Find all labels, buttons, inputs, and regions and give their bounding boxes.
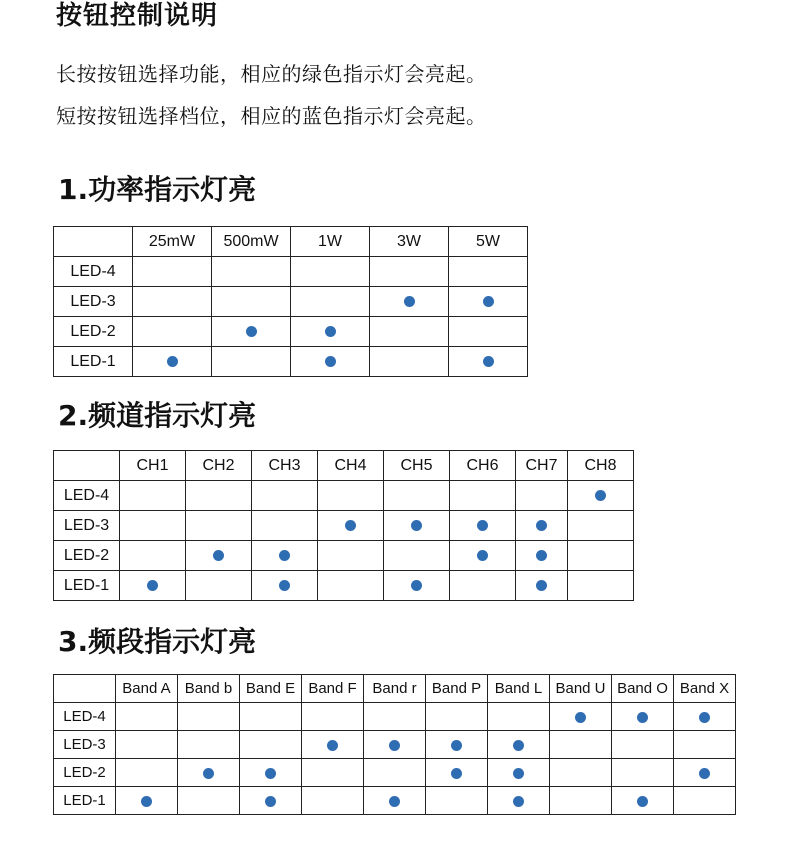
led-cell <box>426 731 488 759</box>
led-on-dot-icon <box>213 550 224 561</box>
led-on-dot-icon <box>575 712 586 723</box>
led-cell <box>568 571 634 601</box>
led-cell <box>612 787 674 815</box>
led-cell <box>450 481 516 511</box>
table-row <box>54 787 736 815</box>
table-row <box>54 759 736 787</box>
led-on-dot-icon <box>513 796 524 807</box>
led-cell <box>212 317 291 347</box>
led-on-dot-icon <box>595 490 606 501</box>
column-header: 25mW <box>133 227 212 257</box>
led-cell <box>291 287 370 317</box>
led-cell <box>291 257 370 287</box>
led-cell <box>370 257 449 287</box>
row-label: LED-3 <box>54 731 116 759</box>
table-row <box>54 287 528 317</box>
row-label: LED-2 <box>54 317 133 347</box>
led-cell <box>450 541 516 571</box>
led-cell <box>384 511 450 541</box>
led-cell <box>612 703 674 731</box>
row-label: LED-4 <box>54 703 116 731</box>
column-header: 1W <box>291 227 370 257</box>
led-on-dot-icon <box>265 768 276 779</box>
led-on-dot-icon <box>536 580 547 591</box>
led-on-dot-icon <box>167 356 178 367</box>
led-cell <box>133 257 212 287</box>
led-cell <box>116 703 178 731</box>
table-row <box>54 317 528 347</box>
led-cell <box>370 317 449 347</box>
led-cell <box>178 759 240 787</box>
led-cell <box>186 541 252 571</box>
led-cell <box>291 317 370 347</box>
column-header: Band X <box>674 675 736 703</box>
column-header: CH5 <box>384 451 450 481</box>
led-cell <box>364 731 426 759</box>
row-label: LED-1 <box>54 787 116 815</box>
led-on-dot-icon <box>451 768 462 779</box>
led-on-dot-icon <box>203 768 214 779</box>
column-header: CH1 <box>120 451 186 481</box>
column-header: Band L <box>488 675 550 703</box>
table-header-row <box>54 675 736 703</box>
led-on-dot-icon <box>404 296 415 307</box>
led-on-dot-icon <box>147 580 158 591</box>
led-cell <box>426 787 488 815</box>
led-cell <box>120 511 186 541</box>
led-on-dot-icon <box>536 550 547 561</box>
led-cell <box>674 731 736 759</box>
intro-line-short-press: 短按按钮选择档位，相应的蓝色指示灯会亮起。 <box>56 104 487 128</box>
corner-cell <box>54 451 120 481</box>
led-cell <box>674 703 736 731</box>
led-cell <box>516 481 568 511</box>
led-cell <box>120 481 186 511</box>
led-on-dot-icon <box>483 356 494 367</box>
led-on-dot-icon <box>451 740 462 751</box>
led-on-dot-icon <box>536 520 547 531</box>
led-cell <box>133 317 212 347</box>
led-cell <box>568 541 634 571</box>
led-cell <box>240 703 302 731</box>
led-on-dot-icon <box>345 520 356 531</box>
led-cell <box>364 759 426 787</box>
led-cell <box>612 731 674 759</box>
row-label: LED-3 <box>54 511 120 541</box>
led-cell <box>674 787 736 815</box>
led-cell <box>252 571 318 601</box>
led-cell <box>252 481 318 511</box>
led-cell <box>550 731 612 759</box>
led-cell <box>516 541 568 571</box>
row-label: LED-2 <box>54 759 116 787</box>
power-led-table <box>53 226 528 377</box>
led-on-dot-icon <box>699 712 710 723</box>
corner-cell <box>54 227 133 257</box>
column-header: CH3 <box>252 451 318 481</box>
column-header: CH6 <box>450 451 516 481</box>
led-cell <box>186 571 252 601</box>
led-on-dot-icon <box>389 740 400 751</box>
led-cell <box>449 317 528 347</box>
led-cell <box>291 347 370 377</box>
column-header: CH4 <box>318 451 384 481</box>
led-on-dot-icon <box>411 520 422 531</box>
column-header: Band O <box>612 675 674 703</box>
led-cell <box>674 759 736 787</box>
led-cell <box>318 571 384 601</box>
led-cell <box>116 759 178 787</box>
led-cell <box>364 703 426 731</box>
column-header: Band A <box>116 675 178 703</box>
section-title-power: 1.功率指示灯亮 <box>58 173 257 206</box>
row-label: LED-2 <box>54 541 120 571</box>
row-label: LED-1 <box>54 571 120 601</box>
led-cell <box>488 759 550 787</box>
led-cell <box>178 731 240 759</box>
led-cell <box>240 787 302 815</box>
led-cell <box>212 287 291 317</box>
table-header-row <box>54 227 528 257</box>
column-header: CH2 <box>186 451 252 481</box>
led-on-dot-icon <box>637 712 648 723</box>
led-cell <box>252 511 318 541</box>
led-cell <box>449 347 528 377</box>
led-cell <box>450 571 516 601</box>
led-cell <box>178 703 240 731</box>
table-row <box>54 571 634 601</box>
led-cell <box>426 759 488 787</box>
table-header-row <box>54 451 634 481</box>
led-cell <box>550 703 612 731</box>
led-on-dot-icon <box>325 356 336 367</box>
led-on-dot-icon <box>637 796 648 807</box>
led-cell <box>133 347 212 377</box>
led-cell <box>302 731 364 759</box>
led-cell <box>318 511 384 541</box>
band-led-table <box>53 674 736 815</box>
led-cell <box>449 287 528 317</box>
led-on-dot-icon <box>325 326 336 337</box>
led-on-dot-icon <box>279 550 290 561</box>
row-label: LED-4 <box>54 481 120 511</box>
led-on-dot-icon <box>483 296 494 307</box>
led-cell <box>384 541 450 571</box>
table-row <box>54 541 634 571</box>
led-cell <box>252 541 318 571</box>
row-label: LED-1 <box>54 347 133 377</box>
led-on-dot-icon <box>411 580 422 591</box>
led-cell <box>302 703 364 731</box>
column-header: 500mW <box>212 227 291 257</box>
led-cell <box>364 787 426 815</box>
led-cell <box>302 787 364 815</box>
led-on-dot-icon <box>699 768 710 779</box>
column-header: Band U <box>550 675 612 703</box>
led-cell <box>568 481 634 511</box>
led-on-dot-icon <box>327 740 338 751</box>
column-header: CH8 <box>568 451 634 481</box>
led-cell <box>178 787 240 815</box>
column-header: Band F <box>302 675 364 703</box>
column-header: Band b <box>178 675 240 703</box>
led-cell <box>318 541 384 571</box>
column-header: Band E <box>240 675 302 703</box>
page-title: 按钮控制说明 <box>56 1 219 31</box>
led-cell <box>133 287 212 317</box>
column-header: CH7 <box>516 451 568 481</box>
led-cell <box>116 787 178 815</box>
led-on-dot-icon <box>513 740 524 751</box>
led-cell <box>186 511 252 541</box>
led-on-dot-icon <box>246 326 257 337</box>
led-cell <box>384 481 450 511</box>
led-on-dot-icon <box>513 768 524 779</box>
table-row <box>54 257 528 287</box>
led-cell <box>186 481 252 511</box>
led-on-dot-icon <box>477 520 488 531</box>
led-cell <box>488 703 550 731</box>
led-cell <box>450 511 516 541</box>
led-cell <box>384 571 450 601</box>
section-title-band: 3.频段指示灯亮 <box>58 625 257 658</box>
led-on-dot-icon <box>279 580 290 591</box>
led-cell <box>488 731 550 759</box>
led-cell <box>550 787 612 815</box>
column-header: Band P <box>426 675 488 703</box>
led-cell <box>212 257 291 287</box>
column-header: Band r <box>364 675 426 703</box>
table-row <box>54 481 634 511</box>
corner-cell <box>54 675 116 703</box>
row-label: LED-4 <box>54 257 133 287</box>
led-cell <box>120 541 186 571</box>
table-row <box>54 347 528 377</box>
intro-line-long-press: 长按按钮选择功能，相应的绿色指示灯会亮起。 <box>56 62 487 86</box>
led-cell <box>568 511 634 541</box>
led-cell <box>516 511 568 541</box>
led-on-dot-icon <box>389 796 400 807</box>
led-on-dot-icon <box>477 550 488 561</box>
led-on-dot-icon <box>141 796 152 807</box>
led-cell <box>240 731 302 759</box>
table-row <box>54 731 736 759</box>
led-on-dot-icon <box>265 796 276 807</box>
led-cell <box>370 287 449 317</box>
led-cell <box>302 759 364 787</box>
led-cell <box>212 347 291 377</box>
led-cell <box>449 257 528 287</box>
table-row <box>54 703 736 731</box>
led-cell <box>426 703 488 731</box>
section-title-channel: 2.频道指示灯亮 <box>58 399 257 432</box>
led-cell <box>516 571 568 601</box>
column-header: 3W <box>370 227 449 257</box>
led-cell <box>550 759 612 787</box>
led-cell <box>612 759 674 787</box>
led-cell <box>318 481 384 511</box>
column-header: 5W <box>449 227 528 257</box>
led-cell <box>488 787 550 815</box>
table-row <box>54 511 634 541</box>
led-cell <box>120 571 186 601</box>
led-cell <box>240 759 302 787</box>
led-cell <box>370 347 449 377</box>
row-label: LED-3 <box>54 287 133 317</box>
led-cell <box>116 731 178 759</box>
channel-led-table <box>53 450 634 601</box>
